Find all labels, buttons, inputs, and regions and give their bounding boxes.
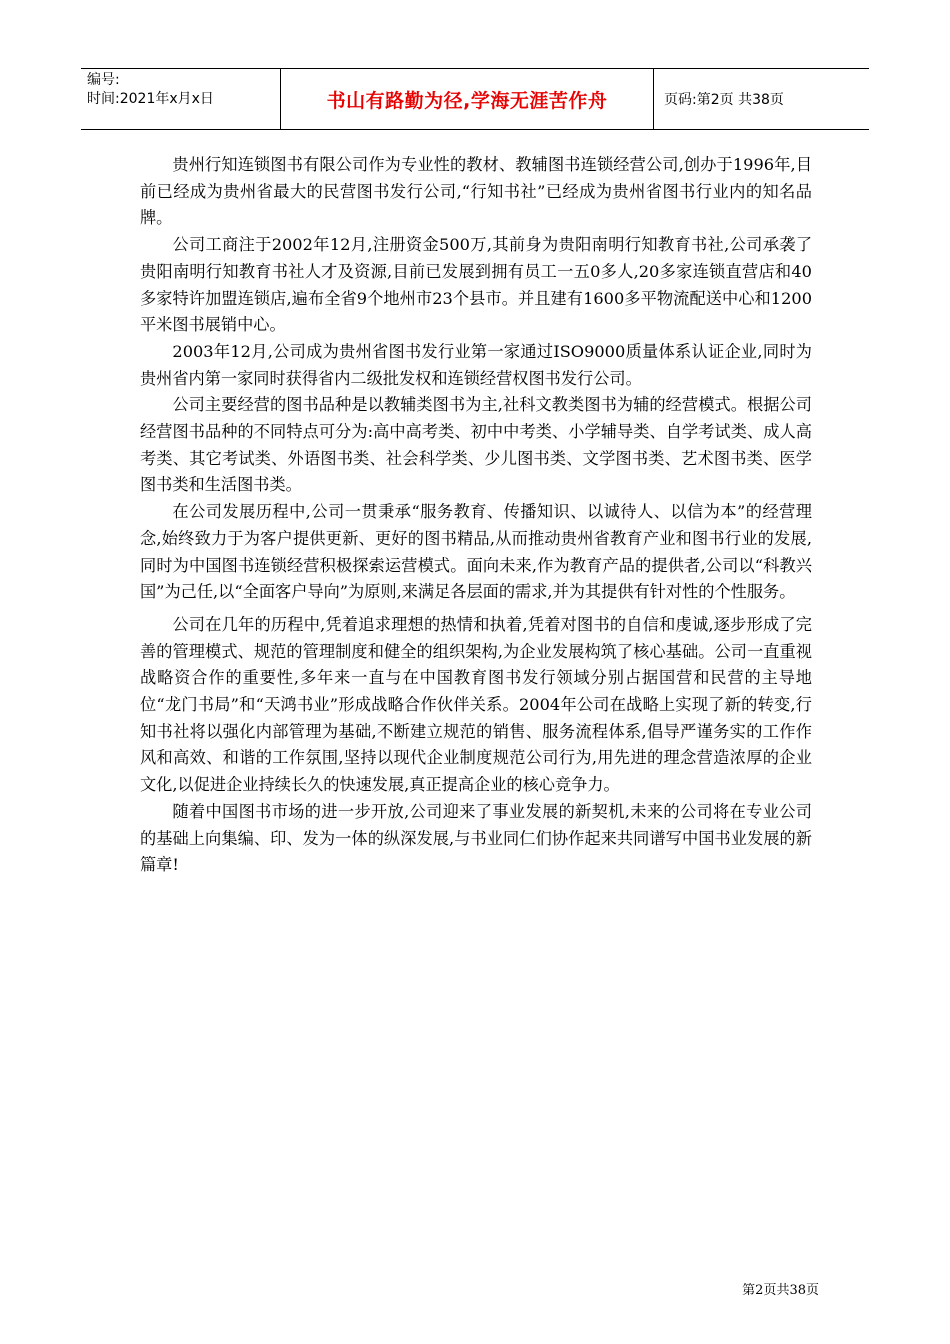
- paragraph: 贵州行知连锁图书有限公司作为专业性的教材、教辅图书连锁经营公司,创办于1996年,目前已经成为贵州省最大的民营图书发行公司,“行知书社”已经成为贵州省图书行业内的知名品牌。: [140, 155, 812, 228]
- paragraph: 随着中国图书市场的进一步开放,公司迎来了事业发展的新契机,未来的公司将在专业公司的基础上向集编、印、发为一体的纵深发展,与书业同仁们协作起来共同谱写中国书业发展的新篇章!: [140, 801, 812, 875]
- paragraph: 在公司发展历程中,公司一贯秉承“服务教育、传播知识、以诚待人、以信为本”的经营理念,始终致力于为客户提供更新、更好的图书精品,从而推动贵州省教育产业和图书行业的发展,同时为中国图书连锁经营积极探索运营模式。面向未来,作为教育产品的提供者,公司以“科教兴国”为己任,以“全面客户导向”为原则,来满足各层面的需求,并为其提供有针对性的个性服务。: [140, 502, 812, 602]
- document-date-label: 时间:2021年x月x日: [87, 91, 214, 107]
- paragraph: 公司在几年的历程中,凭着追求理想的热情和执着,凭着对图书的自信和虔诚,逐步形成了完善的管理模式、规范的管理制度和健全的组织架构,为企业发展构筑了核心基础。公司一直重视战略资合作的重要性,多年来一直与在中国教育图书发行领域分别占据国营和民营的主导地位“龙门书局”和“天鸿书业”形成战略合作伙伴关系。2004年公司在战略上实现了新的转变,行知书社将以强化内部管理为基础,不断建立规范的销售、服务流程体系,倡导严谨务实的工作作风和高效、和谐的工作氛围,坚持以现代企业制度规范公司行为,用先进的理念营造浓厚的企业文化,以促进企业持续长久的快速发展,真正提高企业的核心竞争力。: [140, 614, 812, 795]
- document-body: [140, 152, 812, 879]
- header-motto: 书山有路勤为径,学海无涯苦作舟: [281, 69, 654, 129]
- page-header: [81, 68, 869, 130]
- paragraph: 公司工商注于2002年12月,注册资金500万,其前身为贵阳南明行知教育书社,公司承袭了贵阳南明行知教育书社人才及资源,目前已发展到拥有员工一五0多人,20多家连锁直营店和40多家特许加盟连锁店,遍布全省9个地州市23个县市。并且建有1600多平物流配送中心和1200平米图书展销中心。: [140, 235, 812, 335]
- paragraph: 2003年12月,公司成为贵州省图书发行业第一家通过ISO9000质量体系认证企业,同时为贵州省内第一家同时获得省内二级批发权和连锁经营权图书发行公司。: [140, 341, 812, 388]
- document-number-label: 编号:: [87, 72, 120, 88]
- header-meta: [81, 69, 281, 129]
- paragraph: 公司主要经营的图书品种是以教辅类图书为主,社科文教类图书为辅的经营模式。根据公司经营图书品种的不同特点可分为:高中高考类、初中中考类、小学辅导类、自学考试类、成人高考类、其它考试类、外语图书类、社会科学类、少儿图书类、文学图书类、艺术图书类、医学图书类和生活图书类。: [140, 395, 812, 495]
- header-page-number: 页码:第2页 共38页: [664, 92, 784, 108]
- page-footer-number: 第2页共38页: [742, 1283, 819, 1298]
